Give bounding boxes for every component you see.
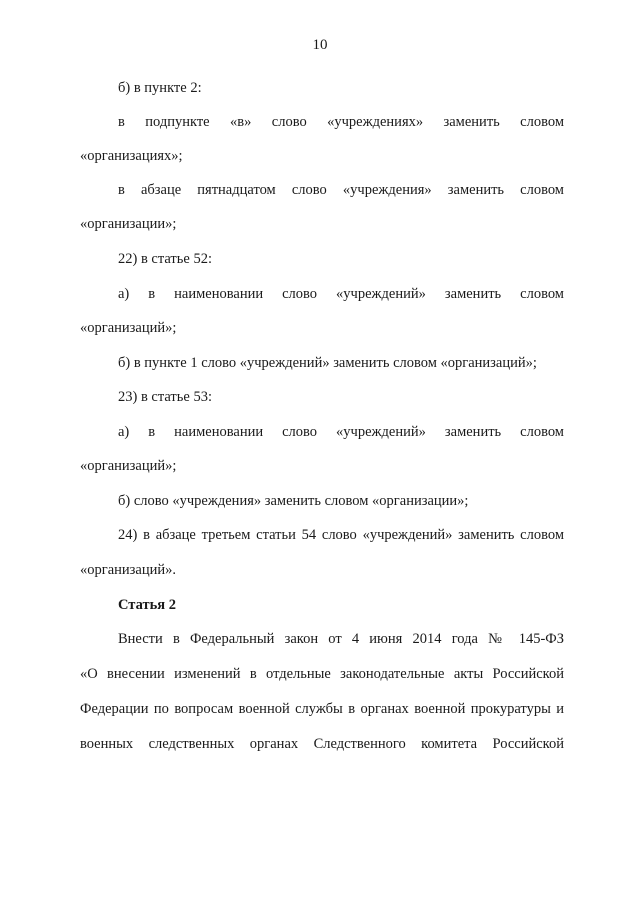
paragraph-law-title-line-2: Федерации по вопросам военной службы в органах военной прокуратуры и xyxy=(80,701,564,717)
paragraph-continuation: «организаций». xyxy=(80,562,176,578)
paragraph-continuation: «организациях»; xyxy=(80,148,183,164)
paragraph-continuation: «организаций»; xyxy=(80,320,177,336)
paragraph-continuation: «организаций»; xyxy=(80,458,177,474)
paragraph-item-24: 24) в абзаце третьем статьи 54 слово «учреждений» заменить словом xyxy=(118,527,564,543)
paragraph-b-point-1: б) в пункте 1 слово «учреждений» заменить словом «организаций»; xyxy=(118,355,537,371)
page-number: 10 xyxy=(312,37,328,53)
paragraph-continuation: «организации»; xyxy=(80,216,177,232)
paragraph-law-title-line-1: «О внесении изменений в отдельные законодательные акты Российской xyxy=(80,666,564,682)
paragraph-item-23: 23) в статье 53: xyxy=(118,389,212,405)
paragraph-abzac-15: в абзаце пятнадцатом слово «учреждения» заменить словом xyxy=(118,182,564,198)
paragraph-a-naming: а) в наименовании слово «учреждений» заменить словом xyxy=(118,286,564,302)
paragraph-law-title-line-3: военных следственных органах Следственного комитета Российской xyxy=(80,736,564,752)
paragraph-a-naming: а) в наименовании слово «учреждений» заменить словом xyxy=(118,424,564,440)
paragraph-article-2-intro: Внести в Федеральный закон от 4 июня 2014 года № 145-ФЗ xyxy=(118,631,564,647)
paragraph-b-word: б) слово «учреждения» заменить словом «организации»; xyxy=(118,493,469,509)
paragraph-subpoint-v: в подпункте «в» слово «учреждениях» заменить словом xyxy=(118,114,564,130)
paragraph-b-point-2: б) в пункте 2: xyxy=(118,80,202,96)
article-heading: Статья 2 xyxy=(118,597,176,613)
paragraph-item-22: 22) в статье 52: xyxy=(118,251,212,267)
